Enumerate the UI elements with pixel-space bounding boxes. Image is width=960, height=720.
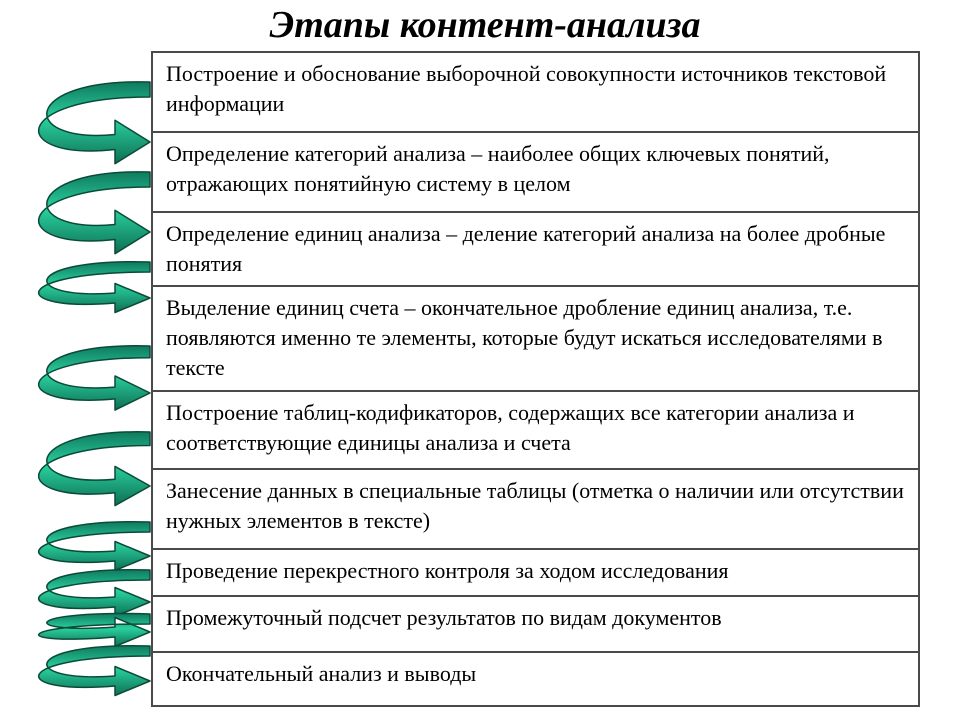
curved-arrow-icon xyxy=(39,172,150,254)
curved-arrow-icon xyxy=(39,262,150,313)
stage-3: Определение единиц анализа – деление категорий анализа на более дробные понятия xyxy=(153,211,918,285)
stage-7: Проведение перекрестного контроля за ходом исследования xyxy=(153,548,918,595)
stages-table xyxy=(151,51,920,707)
curved-arrow-icon xyxy=(39,432,150,506)
stage-9: Окончательный анализ и выводы xyxy=(153,651,918,707)
curved-arrows xyxy=(0,0,160,720)
curved-arrow-icon xyxy=(39,346,150,410)
stage-5: Построение таблиц-кодификаторов, содержащих все категории анализа и соответствующие единицы анализа и счета xyxy=(153,390,918,468)
stage-1: Построение и обоснование выборочной совокупности источников текстовой информации xyxy=(166,61,887,116)
curved-arrow-icon xyxy=(39,646,150,696)
page-title: Этапы контент-анализа xyxy=(269,4,701,46)
stage-2: Определение категорий анализа – наиболее общих ключевых понятий, отражающих понятийную систему в целом xyxy=(153,131,918,211)
curved-arrow-icon xyxy=(39,614,150,647)
stage-4: Выделение единиц счета – окончательное дробление единиц анализа, т.е. появляются именно те элементы, которые будут искаться исследователями в тексте xyxy=(153,285,918,390)
curved-arrow-icon xyxy=(39,522,150,571)
stage-6: Занесение данных в специальные таблицы (отметка о наличии или отсутствии нужных элементов в тексте) xyxy=(153,468,918,548)
curved-arrow-icon xyxy=(39,570,150,617)
curved-arrow-icon xyxy=(39,82,150,164)
stage-8: Промежуточный подсчет результатов по видам документов xyxy=(153,595,918,651)
